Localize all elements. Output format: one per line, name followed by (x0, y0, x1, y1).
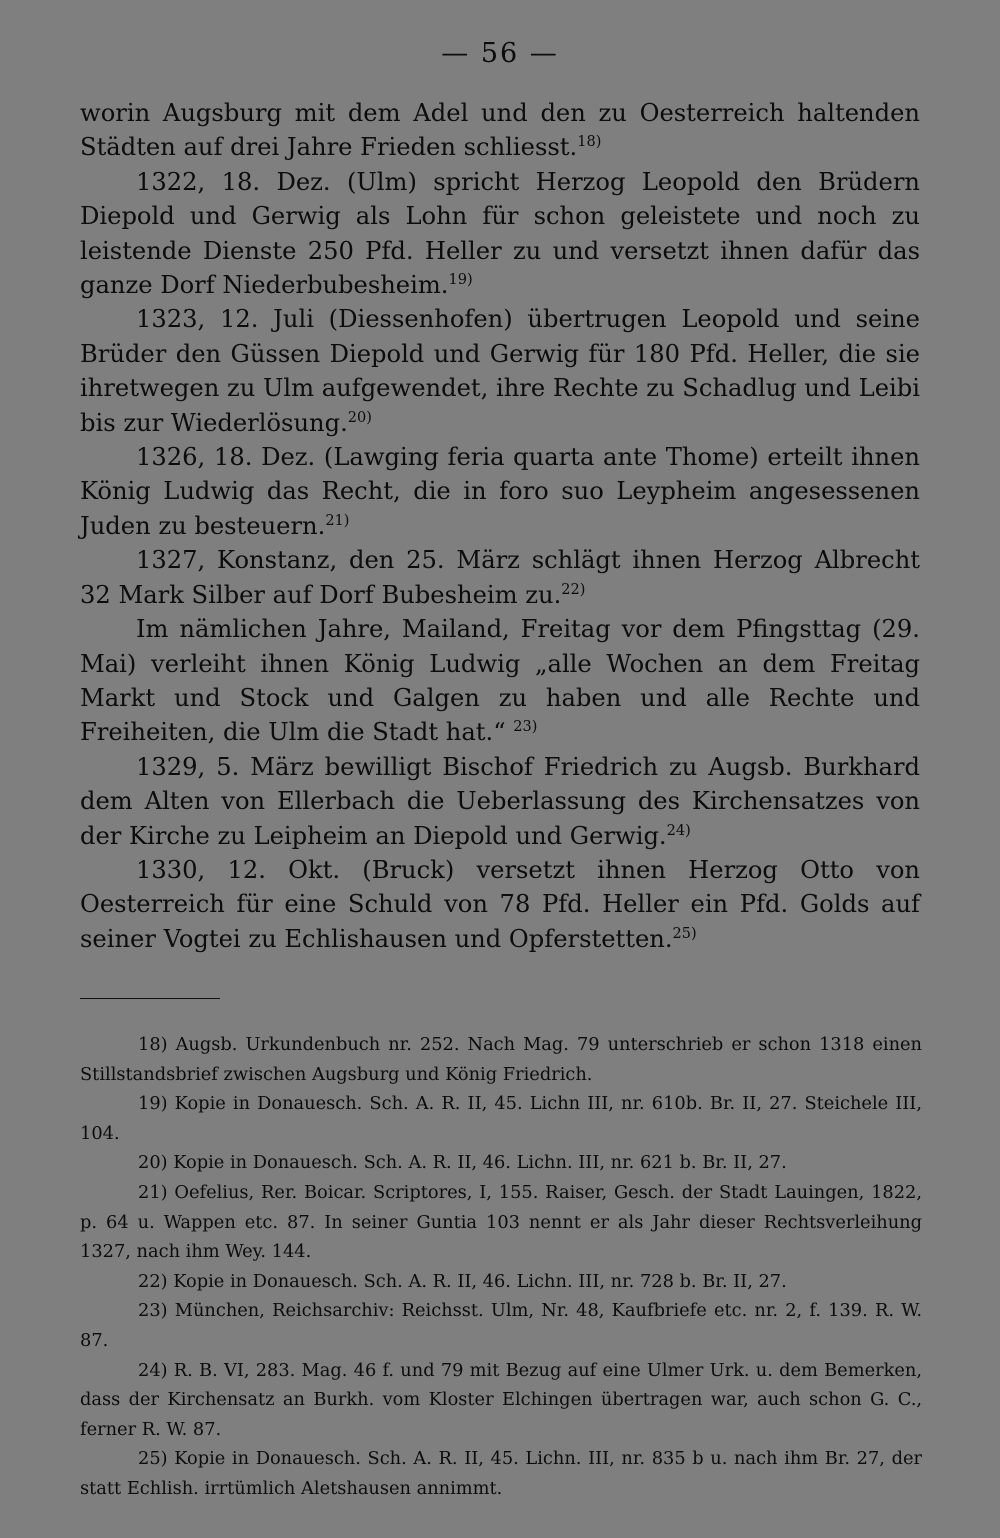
footnote-22: 22) Kopie in Donauesch. Sch. A. R. II, 46. Lichn. III, nr. 728 b. Br. II, 27. (138, 1270, 787, 1292)
paragraph-text: Im nämlichen Jahre, Mailand, Freitag vor dem Pfingsttag (29. Mai) verleiht ihnen König Ludwig „alle Wochen an dem Freitag Markt und Stock und Galgen zu haben und alle Rechte und Freiheiten, die Ulm die Stadt hat.“ (80, 615, 920, 747)
paragraph-2 (80, 165, 920, 303)
footnote-18: 18) Augsb. Urkundenbuch nr. 252. Nach Mag. 79 unterschrieb er schon 1318 einen Stillstandsbrief zwischen Augsburg und König Friedrich. (80, 1034, 922, 1085)
paragraph-text: 1327, Konstanz, den 25. März schlägt ihnen Herzog Albrecht 32 Mark Silber auf Dorf Bubesheim zu. (80, 546, 920, 609)
footnote-19: 19) Kopie in Donauesch. Sch. A. R. II, 45. Lichn III, nr. 610b. Br. II, 27. Steichele III, 104. (80, 1093, 922, 1144)
footnote-24: 24) R. B. VI, 283. Mag. 46 f. und 79 mit Bezug auf eine Ulmer Urk. u. dem Bemerken, dass der Kirchensatz an Burkh. vom Kloster Elchingen übertragen war, auch schon G. C., ferner R. W. 87. (80, 1359, 922, 1440)
footnote-ref: 22) (561, 581, 586, 598)
paragraph-3 (80, 302, 920, 440)
footnote-21: 21) Oefelius, Rer. Boicar. Scriptores, I, 155. Raiser, Gesch. der Stadt Lauingen, 1822, p. 64 u. Wappen etc. 87. In seiner Guntia 103 nennt er als Jahr dieser Rechtsverleihung 1327, nach ihm Wey. 144. (80, 1181, 922, 1263)
footnotes (80, 1030, 922, 1504)
footnote-ref: 21) (325, 512, 350, 529)
paragraph-text: 1326, 18. Dez. (Lawging feria quarta ante Thome) erteilt ihnen König Ludwig das Recht, die in foro suo Leypheim angesessenen Juden zu besteuern. (80, 443, 920, 540)
footnote-ref: 20) (347, 409, 372, 426)
footnote-ref: 23) (513, 719, 538, 736)
footnote-divider (80, 998, 220, 999)
paragraph-text: 1330, 12. Okt. (Bruck) versetzt ihnen Herzog Otto von Oesterreich für eine Schuld von 78 Pfd. Heller ein Pfd. Golds auf seiner Vogtei zu Echlishausen und Opferstetten. (80, 855, 920, 953)
footnote-25: 25) Kopie in Donauesch. Sch. A. R. II, 45. Lichn. III, nr. 835 b u. nach ihm Br. 27, der statt Echlish. irrtümlich Aletshausen annimmt. (80, 1448, 922, 1499)
footnote-ref: 24) (666, 822, 691, 839)
main-text (80, 96, 920, 956)
footnote-ref: 25) (672, 925, 697, 942)
paragraph-text: 1323, 12. Juli (Diessenhofen) übertrugen Leopold und seine Brüder den Güssen Diepold und Gerwig für 180 Pfd. Heller, die sie ihretwegen zu Ulm aufgewendet, ihre Rechte zu Schadlug und Leibi bis zur Wiederlösung. (80, 305, 920, 437)
paragraph-4 (80, 440, 920, 543)
footnote-ref: 18) (577, 134, 602, 151)
paragraph-6 (80, 612, 920, 750)
paragraph-5 (80, 543, 920, 612)
paragraph-text: 1329, 5. März bewilligt Bischof Friedrich zu Augsb. Burkhard dem Alten von Ellerbach die Ueberlassung des Kirchensatzes von der Kirche zu Leipheim an Diepold und Gerwig. (80, 752, 920, 850)
paragraph-7 (80, 750, 920, 853)
page-number: — 56 — (441, 38, 559, 69)
footnote-20: 20) Kopie in Donauesch. Sch. A. R. II, 46. Lichn. III, nr. 621 b. Br. II, 27. (138, 1152, 787, 1174)
paragraph-text: 1322, 18. Dez. (Ulm) spricht Herzog Leopold den Brüdern Diepold und Gerwig als Lohn für schon geleistete und noch zu leistende Dienste 250 Pfd. Heller zu und versetzt ihnen dafür das ganze Dorf Niederbubesheim. (80, 167, 920, 300)
footnote-ref: 19) (448, 271, 473, 288)
paragraph-text: worin Augsburg mit dem Adel und den zu Oesterreich haltenden Städten auf drei Jahre Frieden schliesst. (80, 99, 920, 162)
paragraph-8 (80, 853, 920, 956)
paragraph-1 (80, 96, 920, 165)
footnote-23: 23) München, Reichsarchiv: Reichsst. Ulm, Nr. 48, Kaufbriefe etc. nr. 2, f. 139. R. W. 87. (80, 1300, 922, 1351)
